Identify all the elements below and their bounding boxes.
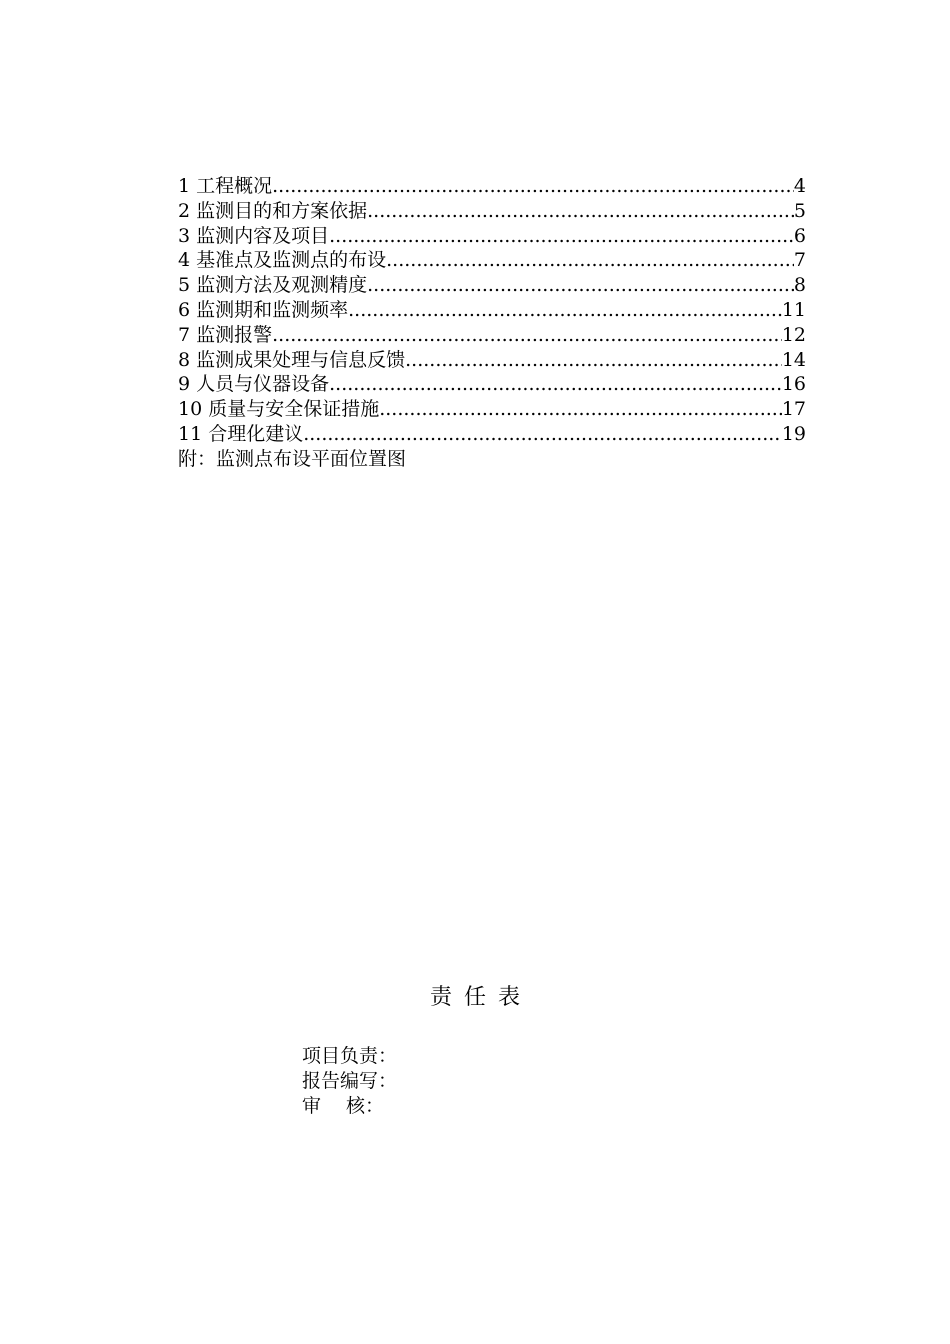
toc-entry-title: 2 监测目的和方案依据 — [178, 199, 368, 222]
toc-dot-leader — [329, 372, 782, 397]
toc-entry-10[interactable] — [178, 397, 806, 422]
project-lead-label: 项目负责： — [302, 1045, 398, 1067]
toc-entry-title: 3 监测内容及项目 — [178, 224, 330, 247]
toc-entry-page: 16 — [781, 373, 806, 396]
toc-dot-leader — [405, 348, 782, 373]
toc-entry-6[interactable] — [178, 298, 806, 323]
toc-entry-page: 17 — [781, 398, 806, 421]
toc-entry-7[interactable] — [178, 323, 806, 348]
toc-dot-leader — [272, 323, 782, 348]
toc-dot-leader — [272, 174, 794, 199]
toc-entry-page: 6 — [793, 224, 806, 247]
toc-entry-4[interactable] — [178, 248, 806, 273]
toc-entry-page: 7 — [793, 249, 806, 272]
toc-entry-11[interactable] — [178, 422, 806, 447]
toc-entry-page: 11 — [781, 298, 806, 321]
toc-entry-title: 5 监测方法及观测精度 — [178, 274, 368, 297]
toc-entry-title: 8 监测成果处理与信息反馈 — [178, 348, 406, 371]
toc-dot-leader — [379, 397, 782, 422]
toc-dot-leader — [367, 273, 794, 298]
toc-entry-title: 11 合理化建议 — [178, 422, 304, 445]
table-of-contents — [178, 174, 806, 472]
toc-entry-title: 10 质量与安全保证措施 — [178, 398, 380, 421]
toc-entry-title: 4 基准点及监测点的布设 — [178, 249, 387, 272]
toc-appendix: 附：监测点布设平面位置图 — [178, 447, 407, 470]
toc-entry-page: 4 — [793, 175, 806, 197]
toc-entry-title: 7 监测报警 — [178, 323, 273, 346]
toc-dot-leader — [367, 199, 794, 224]
toc-entry-title: 9 人员与仪器设备 — [178, 373, 330, 396]
toc-entry-page: 12 — [781, 323, 806, 346]
toc-entry-page: 19 — [781, 422, 806, 445]
toc-dot-leader — [348, 298, 782, 323]
toc-entry-9[interactable] — [178, 372, 806, 397]
toc-entry-5[interactable] — [178, 273, 806, 298]
toc-dot-leader — [303, 422, 782, 447]
responsibility-table-title: 责任表 — [429, 985, 532, 1010]
toc-entry-title: 6 监测期和监测频率 — [178, 298, 349, 321]
toc-entry-8[interactable] — [178, 348, 806, 373]
toc-entry-page: 14 — [781, 348, 806, 371]
report-author-label: 报告编写： — [302, 1070, 398, 1092]
responsibility-list — [302, 1044, 397, 1119]
toc-entry-page: 5 — [793, 199, 806, 222]
toc-dot-leader — [329, 224, 794, 249]
toc-entry-page: 8 — [793, 274, 806, 297]
toc-entry-1[interactable] — [178, 174, 806, 199]
reviewer-label: 审 核： — [302, 1095, 385, 1117]
toc-entry-2[interactable] — [178, 199, 806, 224]
toc-entry-3[interactable] — [178, 224, 806, 249]
toc-entry-title: 1 工程概况 — [178, 175, 273, 197]
toc-dot-leader — [386, 248, 794, 273]
